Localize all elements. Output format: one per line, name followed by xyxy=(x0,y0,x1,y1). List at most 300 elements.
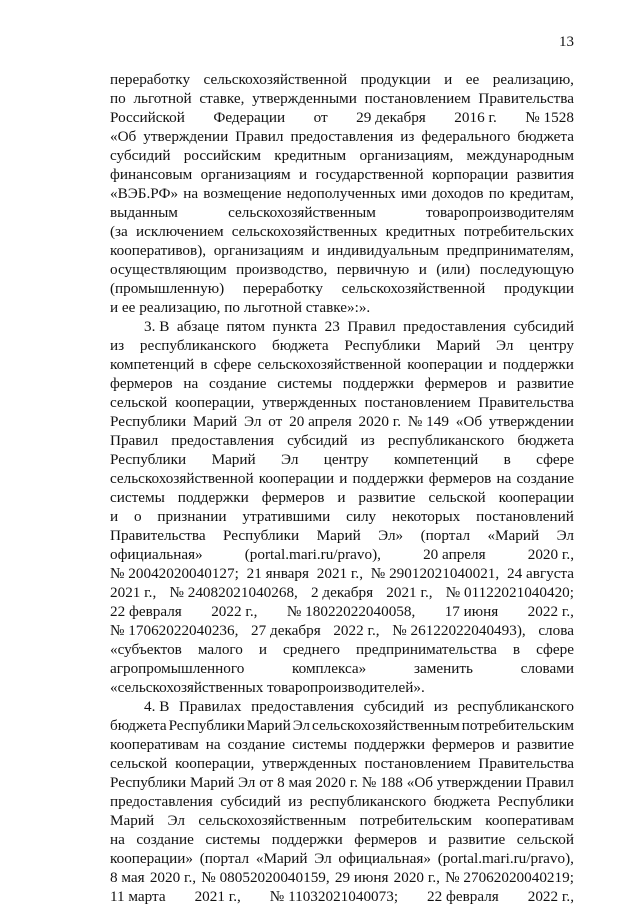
text-word: кооперации, xyxy=(175,394,255,411)
text-line xyxy=(110,526,574,545)
text-word: утвержденными xyxy=(252,90,357,107)
text-line xyxy=(110,298,574,317)
text-word: заменить xyxy=(413,660,473,677)
text-word: Правительства xyxy=(478,755,574,772)
text-line xyxy=(110,830,574,849)
text-word: государственной xyxy=(315,166,424,183)
text-word: 2021 г., xyxy=(316,565,364,582)
text-word: кооперации» xyxy=(110,850,193,867)
text-word: и xyxy=(444,71,453,88)
text-word: № 01122021040420; xyxy=(445,584,574,601)
text-word: (портал xyxy=(199,850,250,867)
text-word: от xyxy=(268,413,283,430)
text-line xyxy=(110,374,574,393)
text-word: сельской xyxy=(110,394,168,411)
text-word: Правил xyxy=(110,432,159,449)
text-line xyxy=(110,621,574,640)
text-word: 3. В xyxy=(144,318,170,335)
text-word: № 17062022040236, xyxy=(110,622,239,639)
text-word: потребительским xyxy=(461,717,574,734)
text-word: Российской xyxy=(110,109,185,126)
text-word: субсидий xyxy=(110,147,171,164)
text-word: абзаце xyxy=(176,318,219,335)
text-line xyxy=(110,887,574,906)
text-word: (или) xyxy=(436,261,471,278)
text-word: Марий xyxy=(193,413,238,430)
text-word: из xyxy=(110,337,125,354)
text-line xyxy=(110,849,574,868)
text-word: компетенций xyxy=(393,451,479,468)
text-word: «Об xyxy=(455,413,483,430)
text-word: республиканского xyxy=(139,337,257,354)
text-word: 2020 г., xyxy=(527,546,574,563)
text-word: компетенций xyxy=(110,356,195,373)
text-word: утверждении xyxy=(143,128,229,145)
document-body xyxy=(110,70,574,906)
text-word: Марий xyxy=(316,527,361,544)
text-word: на xyxy=(183,375,199,392)
text-word: «Марий xyxy=(255,850,308,867)
text-word: Эл xyxy=(314,850,332,867)
text-word: сельской xyxy=(110,755,168,772)
text-word: силу xyxy=(346,508,377,525)
text-word: республиканского xyxy=(309,793,427,810)
text-word: сельскохозяйственной xyxy=(341,280,486,297)
text-word: постановлением xyxy=(364,90,471,107)
text-word: создание xyxy=(136,831,194,848)
text-word: ставке, xyxy=(199,90,245,107)
text-word: № 20042020040127; xyxy=(110,565,239,582)
text-word: (portal.mari.ru/pravo), xyxy=(437,850,574,867)
text-word: сфере xyxy=(536,451,574,468)
text-word: кооперации xyxy=(258,470,335,487)
text-line xyxy=(110,792,574,811)
text-line xyxy=(110,165,574,184)
text-word: субсидий xyxy=(220,793,281,810)
text-word: утратившими xyxy=(242,508,331,525)
text-word: постановлением xyxy=(364,394,471,411)
text-line xyxy=(110,716,574,735)
text-word: Правительства xyxy=(478,394,574,411)
text-word: 2022 г., xyxy=(211,603,258,620)
text-line xyxy=(110,469,574,488)
text-word: № 24082021040268, xyxy=(169,584,298,601)
text-word: 2020 г., xyxy=(393,869,440,886)
text-word: развитие xyxy=(516,375,574,392)
text-word: 17 июня xyxy=(444,603,499,620)
text-word: Правил xyxy=(347,318,396,335)
text-word: признании xyxy=(157,508,227,525)
text-word: сельской xyxy=(516,831,574,848)
text-word: 2020 г. xyxy=(358,413,402,430)
text-word: реализацию, xyxy=(492,71,574,88)
text-word: и xyxy=(298,166,308,183)
text-word: № 188 xyxy=(361,774,403,791)
text-word: предоставления xyxy=(251,698,354,715)
text-word: системы xyxy=(110,489,165,506)
text-word: Республики xyxy=(110,413,187,430)
text-word: фермеров xyxy=(110,375,173,392)
text-word: поддержки xyxy=(353,736,425,753)
text-line xyxy=(110,89,574,108)
text-word: постановлением xyxy=(364,755,471,772)
text-word: 4. В xyxy=(144,698,170,715)
text-word: продукции xyxy=(360,71,431,88)
text-word: поддержки xyxy=(342,375,414,392)
text-line xyxy=(110,241,574,260)
text-word: кооперации, xyxy=(175,755,255,772)
text-word: Эл xyxy=(281,451,299,468)
text-line xyxy=(110,222,574,241)
text-word: на xyxy=(110,831,125,848)
text-word: 2022 г., xyxy=(527,888,574,905)
text-word: кооперативам xyxy=(110,736,199,753)
text-word: 2020 г., xyxy=(149,869,197,886)
text-word: в xyxy=(512,641,521,658)
text-word: некоторых xyxy=(391,508,461,525)
text-line xyxy=(110,431,574,450)
text-word: предоставления xyxy=(403,318,506,335)
text-word: фермеров xyxy=(424,375,488,392)
text-word: словами xyxy=(520,660,574,677)
text-word: сельскохозяйственной xyxy=(257,356,402,373)
text-word: от xyxy=(313,109,328,126)
text-word: Республики xyxy=(497,793,574,810)
text-word: № 29012021040021, xyxy=(370,565,500,582)
text-word: Марий xyxy=(436,337,481,354)
text-line xyxy=(110,127,574,146)
text-word: 21 января xyxy=(246,565,309,582)
text-line xyxy=(110,868,574,887)
text-word: кооперативов), xyxy=(110,242,207,259)
text-word: развития xyxy=(516,166,574,183)
text-word: создание xyxy=(208,375,267,392)
text-word: кредитам, xyxy=(509,185,574,202)
text-word: утвержденных xyxy=(262,394,357,411)
text-word: системы xyxy=(277,375,333,392)
text-word: кооперативам xyxy=(485,812,574,829)
text-word: республиканского xyxy=(387,432,505,449)
text-line xyxy=(110,811,574,830)
text-word: фермеров xyxy=(354,831,417,848)
text-word: кооперации xyxy=(407,356,483,373)
text-word: официальная» xyxy=(110,546,203,563)
text-word: «Марий xyxy=(487,527,540,544)
text-word: международным xyxy=(466,147,574,164)
text-word: системы xyxy=(292,736,347,753)
text-word: утвержденных xyxy=(262,755,357,772)
text-word: сельскохозяйственным xyxy=(198,812,347,829)
text-word: доходов xyxy=(431,185,484,202)
text-word: переработку xyxy=(242,280,323,297)
text-word: фермеров xyxy=(432,736,495,753)
text-line xyxy=(110,184,574,203)
text-word: сфере xyxy=(536,641,574,658)
text-line xyxy=(110,697,574,716)
text-word: и xyxy=(497,375,507,392)
text-word: корпорации xyxy=(432,166,509,183)
text-word: Марий xyxy=(246,717,291,734)
text-word: пункта xyxy=(272,318,318,335)
text-line xyxy=(110,450,574,469)
text-word: малого xyxy=(197,641,243,658)
text-line xyxy=(110,488,574,507)
text-word: 2 декабря xyxy=(311,584,374,601)
text-line xyxy=(110,773,574,792)
text-word: 2022 г., xyxy=(333,622,380,639)
text-word: организациям xyxy=(213,242,304,259)
text-word: от xyxy=(259,774,274,791)
text-word: финансовым xyxy=(110,166,193,183)
text-word: Эл xyxy=(167,812,185,829)
text-word: 23 xyxy=(324,318,340,335)
text-word: (portal.mari.ru/pravo), xyxy=(244,546,381,563)
text-line xyxy=(110,317,574,336)
text-word: ее xyxy=(465,71,480,88)
text-word: фермеров xyxy=(261,489,325,506)
text-word: и xyxy=(418,261,427,278)
text-word: кооперации xyxy=(498,489,574,506)
text-word: бюджета xyxy=(110,717,167,734)
text-word: бюджета xyxy=(517,128,574,145)
text-word: организациям xyxy=(200,166,291,183)
text-word: развитие xyxy=(358,489,416,506)
text-word: и xyxy=(428,831,437,848)
text-word: выданным xyxy=(110,204,178,221)
text-word: развитие xyxy=(448,831,506,848)
text-word: федерального xyxy=(421,128,511,145)
text-word: в xyxy=(503,451,511,468)
text-word: центру xyxy=(529,337,574,354)
text-word: 11 марта xyxy=(110,888,166,905)
text-word: № 149 xyxy=(407,413,449,430)
text-word: и ее реализацию, по льготной ставке»:». xyxy=(110,299,371,316)
text-word: на xyxy=(205,736,221,753)
text-word: Правил xyxy=(235,128,284,145)
text-word: 29 июня xyxy=(334,869,389,886)
text-word: кредитных xyxy=(385,223,456,240)
text-word: производство, xyxy=(236,261,328,278)
text-word: 22 февраля xyxy=(110,603,182,620)
text-word: Правительства xyxy=(478,90,574,107)
text-word: № 27062020040219; xyxy=(445,869,574,886)
text-word: 2022 г., xyxy=(527,603,574,620)
text-word: Эл xyxy=(556,527,574,544)
text-word: сельской xyxy=(428,489,486,506)
text-word: «сельскохозяйственных товаропроизводителей». xyxy=(110,679,425,696)
text-line xyxy=(110,678,574,697)
text-line xyxy=(110,355,574,374)
text-word: по xyxy=(110,90,126,107)
text-word: системы xyxy=(205,831,261,848)
text-word: комплекса» xyxy=(292,660,367,677)
text-word: организациям, xyxy=(359,147,454,164)
text-word: предпринимательства xyxy=(355,641,497,658)
text-line xyxy=(110,564,574,583)
text-word: слова xyxy=(538,622,574,639)
text-word: центру xyxy=(323,451,369,468)
text-word: и xyxy=(337,489,346,506)
text-word: и xyxy=(110,508,119,525)
text-word: Эл xyxy=(292,717,311,734)
text-word: сельскохозяйственной xyxy=(110,470,254,487)
text-word: № 1528 xyxy=(525,109,574,126)
text-word: Марий xyxy=(190,774,235,791)
text-word: и xyxy=(258,641,268,658)
text-word: «Об xyxy=(110,128,137,145)
text-word: и xyxy=(501,736,510,753)
text-word: бюджета xyxy=(517,432,574,449)
text-line xyxy=(110,735,574,754)
text-word: потребительских xyxy=(463,223,574,240)
text-line xyxy=(110,602,574,621)
text-word: (портал xyxy=(420,527,471,544)
text-line xyxy=(110,260,574,279)
text-word: (за xyxy=(110,223,128,240)
text-word: Республики xyxy=(344,337,421,354)
text-word: и xyxy=(488,356,497,373)
text-word: (промышленную) xyxy=(110,280,225,297)
text-word: по xyxy=(488,185,505,202)
text-word: Республики xyxy=(168,717,245,734)
text-word: Марий xyxy=(211,451,256,468)
text-word: Федерации xyxy=(213,109,286,126)
text-word: Правилах xyxy=(178,698,242,715)
text-word: 2020 г. xyxy=(315,774,358,791)
text-line xyxy=(110,507,574,526)
text-line xyxy=(110,640,574,659)
text-word: из xyxy=(288,793,303,810)
text-word: поддержки xyxy=(177,489,249,506)
text-line xyxy=(110,583,574,602)
text-word: 22 февраля xyxy=(427,888,499,905)
text-word: среднего xyxy=(283,641,340,658)
text-word: 27 декабря xyxy=(251,622,321,639)
text-word: «субъектов xyxy=(110,641,182,658)
text-word: исключением xyxy=(135,223,224,240)
text-line xyxy=(110,393,574,412)
text-word: сельскохозяйственных xyxy=(231,223,378,240)
text-word: последующую xyxy=(479,261,574,278)
text-word: Эл xyxy=(496,337,514,354)
text-word: из xyxy=(400,128,415,145)
text-word: на xyxy=(183,185,199,202)
text-word: фермеров xyxy=(428,470,492,487)
text-word: 2016 г. xyxy=(454,109,497,126)
text-word: о xyxy=(133,508,142,525)
text-word: № 11032021040073; xyxy=(269,888,399,905)
text-word: субсидий xyxy=(363,698,425,715)
text-word: сфере xyxy=(213,356,252,373)
text-word: предпринимателям, xyxy=(446,242,574,259)
text-word: российским xyxy=(183,147,261,164)
text-word: № 26122022040493), xyxy=(392,622,526,639)
text-word: утверждении xyxy=(436,774,522,791)
text-word: бюджета xyxy=(433,793,491,810)
text-word: переработку xyxy=(110,71,191,88)
text-word: «ВЭБ.РФ» xyxy=(110,185,179,202)
text-word: Республики xyxy=(223,527,300,544)
text-line xyxy=(110,754,574,773)
text-word: сельскохозяйственным xyxy=(312,717,460,734)
text-word: на xyxy=(496,470,512,487)
text-word: создание xyxy=(227,736,286,753)
text-word: № 08052020040159, xyxy=(201,869,330,886)
text-line xyxy=(110,203,574,222)
text-word: льготной xyxy=(133,90,192,107)
text-word: продукции xyxy=(504,280,574,297)
text-word: и xyxy=(311,242,320,259)
text-word: республиканского xyxy=(457,698,574,715)
text-word: 29 декабря xyxy=(356,109,426,126)
text-word: недополученных xyxy=(286,185,396,202)
text-word: потребительским xyxy=(359,812,472,829)
text-word: Республики xyxy=(110,774,187,791)
text-word: утверждении xyxy=(488,413,574,430)
text-word: сельскохозяйственным xyxy=(228,204,376,221)
text-line xyxy=(110,545,574,564)
text-word: товаропроизводителям xyxy=(425,204,574,221)
text-word: 20 апреля xyxy=(289,413,352,430)
text-word: 24 августа xyxy=(506,565,574,582)
text-word: субсидий xyxy=(287,432,348,449)
text-word: Республики xyxy=(110,451,187,468)
text-word: Эл xyxy=(244,413,262,430)
text-word: официальная» xyxy=(338,850,432,867)
text-word: Правил xyxy=(525,774,574,791)
page-number: 13 xyxy=(559,34,574,50)
text-word: из xyxy=(433,698,448,715)
text-word: сельскохозяйственной xyxy=(203,71,348,88)
text-word: Эл xyxy=(237,774,256,791)
text-word: 2021 г., xyxy=(110,584,157,601)
text-line xyxy=(110,336,574,355)
text-word: осуществляющим xyxy=(110,261,227,278)
text-word: пятом xyxy=(226,318,265,335)
text-line xyxy=(110,279,574,298)
text-word: 20 апреля xyxy=(423,546,486,563)
text-word: индивидуальным xyxy=(327,242,439,259)
text-word: кредитным xyxy=(274,147,347,164)
text-word: 2021 г., xyxy=(194,888,241,905)
text-word: создание xyxy=(516,470,574,487)
text-word: 8 мая xyxy=(277,774,312,791)
text-word: агропромышленного xyxy=(110,660,245,677)
text-word: Эл» xyxy=(378,527,404,544)
text-word: «Об xyxy=(406,774,434,791)
text-word: № 18022022040058, xyxy=(286,603,416,620)
text-line xyxy=(110,70,574,89)
text-word: 8 мая xyxy=(110,869,145,886)
text-word: поддержки xyxy=(352,470,424,487)
text-word: предоставления xyxy=(171,432,275,449)
text-line xyxy=(110,659,574,678)
text-word: постановлений xyxy=(476,508,574,525)
text-line xyxy=(110,108,574,127)
text-line xyxy=(110,412,574,431)
text-word: Правительства xyxy=(110,527,206,544)
text-word: первичную xyxy=(336,261,410,278)
text-word: ими xyxy=(400,185,427,202)
text-line xyxy=(110,146,574,165)
text-word: возмещение xyxy=(203,185,282,202)
text-word: и xyxy=(339,470,348,487)
text-word: бюджета xyxy=(271,337,329,354)
text-word: субсидий xyxy=(513,318,574,335)
text-word: 2021 г., xyxy=(386,584,433,601)
text-word: поддержки xyxy=(502,356,574,373)
text-word: из xyxy=(360,432,375,449)
